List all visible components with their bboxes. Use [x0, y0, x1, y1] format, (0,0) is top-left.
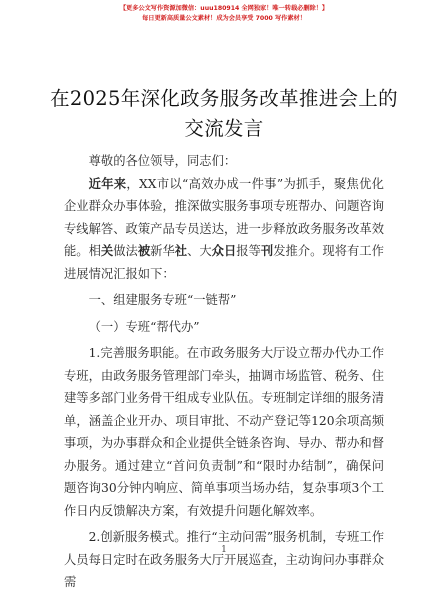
intro-paragraph: 近年来，XX市以“高效办成一件事”为抓手，聚焦优化企业群众办事体验，推深做实服务事项专班帮办、问题咨询专线解答、政策产品专员送达，进一步释放政务服务改革效能。相关做法被新华社、大众日报等刊发推介。现将有工作进展情况汇报如下：: [64, 175, 384, 281]
promo-banner: [0, 4, 448, 24]
page-number: 1: [221, 545, 227, 555]
intro-lead: 近年来: [88, 175, 127, 191]
greeting: 尊敬的各位领导，同志们：: [88, 154, 237, 168]
section-heading-1: 一、组建服务专班“一链帮”: [88, 293, 237, 307]
promo-banner-line-1: 【更多公文写作资源加微信：uuu180914 全网独家！唯一转载必删除！】: [119, 5, 329, 12]
paragraph-1: 1.完善服务职能。在市政务服务大厅设立帮办代办工作专班，由政务服务管理部门牵头，抽调市场监管、税务、住建等多部门业务骨干组成专业队伍。专班制定详细的服务清单，涵盖企业开办、项目审批、不动产登记等120余项高频事项，为办事群众和企业提供全链条咨询、导办、帮办和督办服务。通过建立“首问负责制”和“限时办结制”，确保问题咨询30分钟内响应、简单事项当场办结，复杂事项3个工作日内反馈解决方案，有效提升问题化解效率。: [64, 346, 384, 518]
document-body: [64, 150, 384, 594]
paragraph-2: 2.创新服务模式。推行“主动问需”服务机制，专班工作人员每日定时在政务服务大厅开展巡查，主动询问办事群众需: [64, 530, 384, 589]
subsection-heading-1: （一）专班“帮代办”: [88, 319, 200, 334]
document-title: 在2025年深化政务服务改革推进会上的交流发言: [50, 87, 398, 140]
promo-banner-line-2: 每日更新高质量公文素材！成为会员享受 7000 写作素材！: [142, 15, 306, 22]
